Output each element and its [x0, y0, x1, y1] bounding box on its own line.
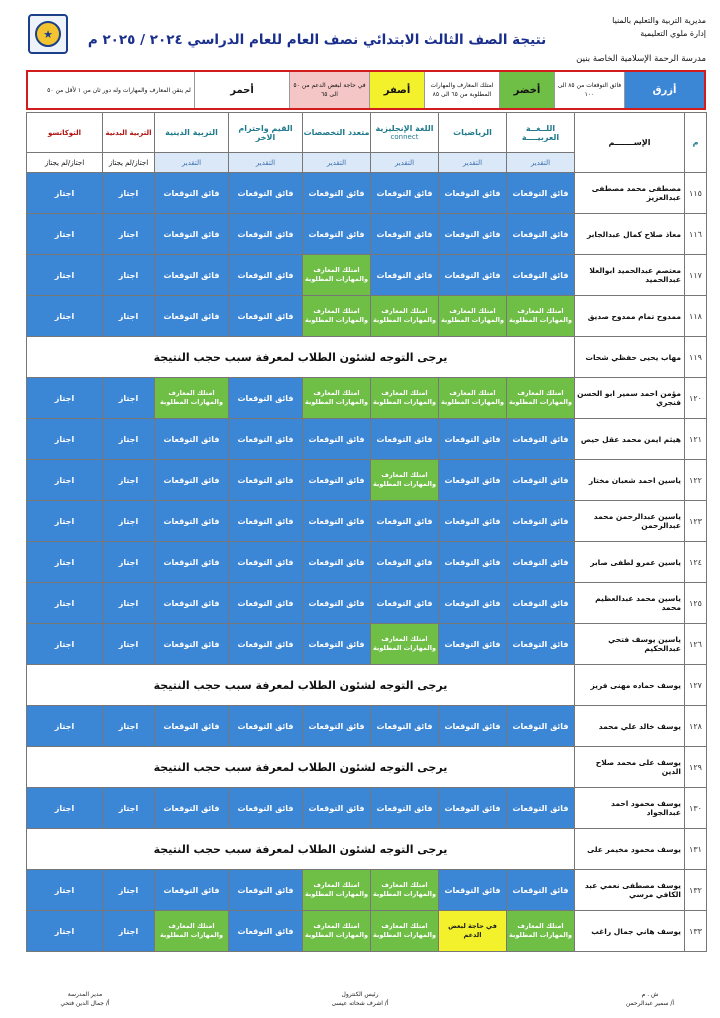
grade-label: التقدير	[155, 153, 229, 173]
grade-cell: في حاجة لبعض الدعم	[439, 911, 507, 952]
grade-cell: امتلك المعارف والمهارات المطلوبة	[507, 296, 575, 337]
student-name: مهاب يحيى حفظي شحات	[575, 337, 685, 378]
student-name: يوسف محمود مخيمر على	[575, 829, 685, 870]
grade-cell: امتلك المعارف والمهارات المطلوبة	[371, 378, 439, 419]
row-number: ١٢٧	[685, 665, 707, 706]
grade-cell: فائق التوقعات	[155, 255, 229, 296]
ict-result: اجتاز	[27, 870, 103, 911]
grade-cell: فائق التوقعات	[155, 542, 229, 583]
grade-cell: فائق التوقعات	[303, 624, 371, 665]
grade-cell: امتلك المعارف والمهارات المطلوبة	[439, 378, 507, 419]
pass-fail-label: اجتاز/لم يجتاز	[27, 153, 103, 173]
grade-cell: فائق التوقعات	[229, 419, 303, 460]
footer-principal: مدير المدرسة أ/ جمال الدين فتحي	[60, 991, 110, 1007]
ict-result: اجتاز	[27, 706, 103, 747]
row-number: ١٢٩	[685, 747, 707, 788]
pe-result: اجتاز	[103, 173, 155, 214]
grade-cell: فائق التوقعات	[439, 460, 507, 501]
grade-cell: فائق التوقعات	[439, 788, 507, 829]
directorate: مديرية التربية والتعليم بالمنيا	[612, 16, 706, 25]
grade-cell: فائق التوقعات	[229, 214, 303, 255]
grade-cell: فائق التوقعات	[439, 255, 507, 296]
grade-label: التقدير	[371, 153, 439, 173]
legend-blue-desc: فائق التوقعات من ٨٥ الى ١٠٠	[554, 72, 624, 108]
grade-cell: فائق التوقعات	[439, 583, 507, 624]
table-row	[27, 501, 707, 542]
table-row	[27, 911, 707, 952]
row-number: ١١٩	[685, 337, 707, 378]
grade-cell: فائق التوقعات	[507, 255, 575, 296]
student-name: يوسف خالد علي محمد	[575, 706, 685, 747]
grade-cell: فائق التوقعات	[507, 173, 575, 214]
pe-result: اجتاز	[103, 624, 155, 665]
grade-cell: فائق التوقعات	[229, 296, 303, 337]
grade-cell: فائق التوقعات	[229, 501, 303, 542]
grade-cell: فائق التوقعات	[229, 624, 303, 665]
ict-result: اجتاز	[27, 583, 103, 624]
col-math: الرياضيات	[439, 113, 507, 153]
table-row	[27, 214, 707, 255]
grade-cell: فائق التوقعات	[229, 788, 303, 829]
grade-cell: فائق التوقعات	[229, 911, 303, 952]
grade-cell: امتلك المعارف والمهارات المطلوبة	[303, 255, 371, 296]
row-number: ١٣١	[685, 829, 707, 870]
withheld-message: يرجى التوجه لشئون الطلاب لمعرفة سبب حجب النتيجة	[27, 747, 575, 788]
legend-green-desc: امتلك المعارف والمهارات المطلوبة من ٦٥ الى ٨٥	[424, 72, 499, 108]
student-name: مؤمن احمد سمير ابو الحسن فنجري	[575, 378, 685, 419]
grade-cell: فائق التوقعات	[229, 173, 303, 214]
row-number: ١٢٠	[685, 378, 707, 419]
table-row	[27, 460, 707, 501]
row-number: ١٢٨	[685, 706, 707, 747]
grade-cell: فائق التوقعات	[303, 173, 371, 214]
grade-cell: فائق التوقعات	[229, 255, 303, 296]
grade-cell: فائق التوقعات	[371, 542, 439, 583]
grade-cell: فائق التوقعات	[229, 706, 303, 747]
grade-cell: فائق التوقعات	[507, 706, 575, 747]
pe-result: اجتاز	[103, 911, 155, 952]
grade-cell: فائق التوقعات	[371, 788, 439, 829]
ict-result: اجتاز	[27, 255, 103, 296]
footer-affairs: ش . م أ/ سمير عبدالرحمن	[625, 991, 675, 1007]
grade-cell: فائق التوقعات	[155, 296, 229, 337]
table-row	[27, 624, 707, 665]
grade-cell: فائق التوقعات	[439, 173, 507, 214]
table-row	[27, 706, 707, 747]
student-name: يوسف حماده مهنى فريز	[575, 665, 685, 706]
school-name: مدرسة الرحمة الإسلامية الخاصة بنين	[576, 54, 706, 64]
student-name: هيثم ايمن محمد عقل حيص	[575, 419, 685, 460]
col-pe: التربية البدنية	[103, 113, 155, 153]
grade-cell: فائق التوقعات	[229, 870, 303, 911]
ict-result: اجتاز	[27, 419, 103, 460]
grade-cell: امتلك المعارف والمهارات المطلوبة	[303, 870, 371, 911]
grade-cell: فائق التوقعات	[507, 583, 575, 624]
pe-result: اجتاز	[103, 460, 155, 501]
grade-cell: فائق التوقعات	[371, 173, 439, 214]
legend-yellow-desc: في حاجة لبعض الدعم من ٥٠ الى ٦٥	[289, 72, 369, 108]
grade-cell: فائق التوقعات	[439, 419, 507, 460]
table-row	[27, 337, 707, 378]
pass-fail-label: اجتاز/لم يجتاز	[103, 153, 155, 173]
legend	[26, 70, 706, 110]
grade-cell: فائق التوقعات	[303, 214, 371, 255]
grade-cell: امتلك المعارف والمهارات المطلوبة	[371, 624, 439, 665]
grade-label: التقدير	[303, 153, 371, 173]
grade-cell: فائق التوقعات	[155, 624, 229, 665]
grade-cell: فائق التوقعات	[155, 706, 229, 747]
grade-cell: فائق التوقعات	[439, 706, 507, 747]
grade-cell: فائق التوقعات	[155, 583, 229, 624]
row-number: ١٢١	[685, 419, 707, 460]
grade-cell: امتلك المعارف والمهارات المطلوبة	[155, 378, 229, 419]
grade-cell: امتلك المعارف والمهارات المطلوبة	[303, 378, 371, 419]
col-multi: متعدد التخصصات	[303, 113, 371, 153]
grade-cell: فائق التوقعات	[371, 706, 439, 747]
row-number: ١٢٢	[685, 460, 707, 501]
grade-cell: فائق التوقعات	[371, 214, 439, 255]
col-values: القيم واحترام الاخر	[229, 113, 303, 153]
col-ict: التوكاتسو	[27, 113, 103, 153]
grade-cell: فائق التوقعات	[155, 173, 229, 214]
grade-cell: فائق التوقعات	[507, 542, 575, 583]
table-row	[27, 665, 707, 706]
col-arabic: اللــغــة العربيــــة	[507, 113, 575, 153]
grade-cell: فائق التوقعات	[507, 870, 575, 911]
student-name: ياسين احمد شعبان مختار	[575, 460, 685, 501]
grade-cell: فائق التوقعات	[507, 214, 575, 255]
row-number: ١٣٠	[685, 788, 707, 829]
table-row	[27, 747, 707, 788]
grade-cell: فائق التوقعات	[439, 542, 507, 583]
row-number: ١١٨	[685, 296, 707, 337]
grade-cell: فائق التوقعات	[507, 501, 575, 542]
table-row	[27, 788, 707, 829]
grade-cell: فائق التوقعات	[439, 501, 507, 542]
grade-cell: فائق التوقعات	[303, 419, 371, 460]
pe-result: اجتاز	[103, 706, 155, 747]
grade-cell: فائق التوقعات	[155, 460, 229, 501]
grade-cell: فائق التوقعات	[507, 624, 575, 665]
col-english: اللغة الإنجليزية connect	[371, 113, 439, 153]
grade-cell: امتلك المعارف والمهارات المطلوبة	[371, 911, 439, 952]
table-row	[27, 173, 707, 214]
table-row	[27, 255, 707, 296]
grade-cell: فائق التوقعات	[371, 501, 439, 542]
pe-result: اجتاز	[103, 870, 155, 911]
grade-cell: فائق التوقعات	[439, 870, 507, 911]
grade-cell: فائق التوقعات	[229, 460, 303, 501]
row-number: ١٣٣	[685, 911, 707, 952]
row-number: ١١٧	[685, 255, 707, 296]
page-title: نتيجة الصف الثالث الابتدائي نصف العام للعام الدراسي ٢٠٢٤ / ٢٠٢٥ م	[87, 32, 547, 48]
grade-cell: امتلك المعارف والمهارات المطلوبة	[155, 911, 229, 952]
table-row	[27, 583, 707, 624]
grade-cell: امتلك المعارف والمهارات المطلوبة	[439, 296, 507, 337]
pe-result: اجتاز	[103, 542, 155, 583]
table-row	[27, 870, 707, 911]
table-row	[27, 378, 707, 419]
col-religion: التربية الدينية	[155, 113, 229, 153]
grade-cell: فائق التوقعات	[303, 788, 371, 829]
row-number: ١١٥	[685, 173, 707, 214]
withheld-message: يرجى التوجه لشئون الطلاب لمعرفة سبب حجب النتيجة	[27, 337, 575, 378]
table-row	[27, 296, 707, 337]
grade-cell: فائق التوقعات	[303, 542, 371, 583]
grade-cell: فائق التوقعات	[371, 255, 439, 296]
withheld-message: يرجى التوجه لشئون الطلاب لمعرفة سبب حجب النتيجة	[27, 665, 575, 706]
pe-result: اجتاز	[103, 296, 155, 337]
ict-result: اجتاز	[27, 173, 103, 214]
table-row	[27, 419, 707, 460]
row-number: ١٢٥	[685, 583, 707, 624]
grade-cell: فائق التوقعات	[155, 501, 229, 542]
pe-result: اجتاز	[103, 255, 155, 296]
col-name: الإســـــــم	[575, 113, 685, 173]
legend-red: أحمر	[194, 72, 289, 108]
administration: إدارة ملوي التعليمية	[640, 29, 706, 38]
ict-result: اجتاز	[27, 501, 103, 542]
grade-label: التقدير	[507, 153, 575, 173]
student-name: يوسف مصطفى نعمي عبد الكافي مرسي	[575, 870, 685, 911]
ict-result: اجتاز	[27, 296, 103, 337]
student-name: يوسف على محمد صلاح الدين	[575, 747, 685, 788]
student-name: معتصم عبدالحميد ابوالعلا عبدالحميد	[575, 255, 685, 296]
grade-cell: فائق التوقعات	[303, 706, 371, 747]
legend-yellow: أصفر	[369, 72, 424, 108]
results-table	[26, 112, 707, 952]
legend-green: أخضر	[499, 72, 554, 108]
student-name: مصطفى محمد مصطفى عبدالعزيز	[575, 173, 685, 214]
grade-cell: فائق التوقعات	[303, 583, 371, 624]
student-name: يوسف هاني جمال راغب	[575, 911, 685, 952]
grade-cell: فائق التوقعات	[507, 460, 575, 501]
grade-cell: فائق التوقعات	[155, 870, 229, 911]
grade-cell: فائق التوقعات	[439, 214, 507, 255]
footer-control-head: رئيس الكنترول أ/ اشرف شحاته عيسى	[331, 991, 389, 1007]
grade-cell: امتلك المعارف والمهارات المطلوبة	[371, 296, 439, 337]
pe-result: اجتاز	[103, 378, 155, 419]
student-name: معاذ صلاح كمال عبدالجابر	[575, 214, 685, 255]
grade-cell: فائق التوقعات	[507, 419, 575, 460]
row-number: ١٢٤	[685, 542, 707, 583]
table-row	[27, 542, 707, 583]
student-name: يوسف محمود احمد عبدالجواد	[575, 788, 685, 829]
row-number: ١٣٢	[685, 870, 707, 911]
grade-cell: فائق التوقعات	[155, 214, 229, 255]
legend-red-desc: لم يتقن المعارف والمهارات وله دور ثان من ١ لأقل من ٥٠	[47, 86, 191, 94]
ict-result: اجتاز	[27, 911, 103, 952]
grade-cell: فائق التوقعات	[439, 624, 507, 665]
pe-result: اجتاز	[103, 419, 155, 460]
grade-cell: فائق التوقعات	[303, 460, 371, 501]
student-name: ياسين يوسف فتحي عبدالحكيم	[575, 624, 685, 665]
ict-result: اجتاز	[27, 214, 103, 255]
pe-result: اجتاز	[103, 501, 155, 542]
school-logo	[28, 14, 68, 54]
grade-cell: امتلك المعارف والمهارات المطلوبة	[507, 378, 575, 419]
ict-result: اجتاز	[27, 624, 103, 665]
grade-cell: فائق التوقعات	[229, 378, 303, 419]
grade-cell: فائق التوقعات	[371, 419, 439, 460]
pe-result: اجتاز	[103, 788, 155, 829]
grade-cell: فائق التوقعات	[371, 583, 439, 624]
grade-cell: امتلك المعارف والمهارات المطلوبة	[303, 911, 371, 952]
grade-label: التقدير	[229, 153, 303, 173]
ict-result: اجتاز	[27, 460, 103, 501]
grade-cell: فائق التوقعات	[229, 542, 303, 583]
row-number: ١٢٦	[685, 624, 707, 665]
grade-cell: امتلك المعارف والمهارات المطلوبة	[371, 870, 439, 911]
grade-cell: فائق التوقعات	[155, 788, 229, 829]
row-number: ١١٦	[685, 214, 707, 255]
student-name: ياسين عبدالرحمن محمد عبدالرحمن	[575, 501, 685, 542]
grade-cell: امتلك المعارف والمهارات المطلوبة	[507, 911, 575, 952]
grade-cell: امتلك المعارف والمهارات المطلوبة	[303, 296, 371, 337]
grade-cell: فائق التوقعات	[303, 501, 371, 542]
book-icon: ★	[35, 21, 61, 47]
student-name: ياسين محمد عبدالعظيم محمد	[575, 583, 685, 624]
pe-result: اجتاز	[103, 583, 155, 624]
legend-blue: أزرق	[624, 72, 704, 108]
grade-cell: فائق التوقعات	[229, 583, 303, 624]
ict-result: اجتاز	[27, 378, 103, 419]
row-number: ١٢٣	[685, 501, 707, 542]
grade-cell: فائق التوقعات	[507, 788, 575, 829]
pe-result: اجتاز	[103, 214, 155, 255]
table-row	[27, 829, 707, 870]
grade-cell: فائق التوقعات	[155, 419, 229, 460]
student-name: ياسين عمرو لطفى صابر	[575, 542, 685, 583]
student-name: ممدوح تمام ممدوح صديق	[575, 296, 685, 337]
grade-label: التقدير	[439, 153, 507, 173]
grade-cell: امتلك المعارف والمهارات المطلوبة	[371, 460, 439, 501]
ict-result: اجتاز	[27, 542, 103, 583]
withheld-message: يرجى التوجه لشئون الطلاب لمعرفة سبب حجب النتيجة	[27, 829, 575, 870]
header-info	[536, 14, 706, 40]
ict-result: اجتاز	[27, 788, 103, 829]
col-num: م	[685, 113, 707, 173]
